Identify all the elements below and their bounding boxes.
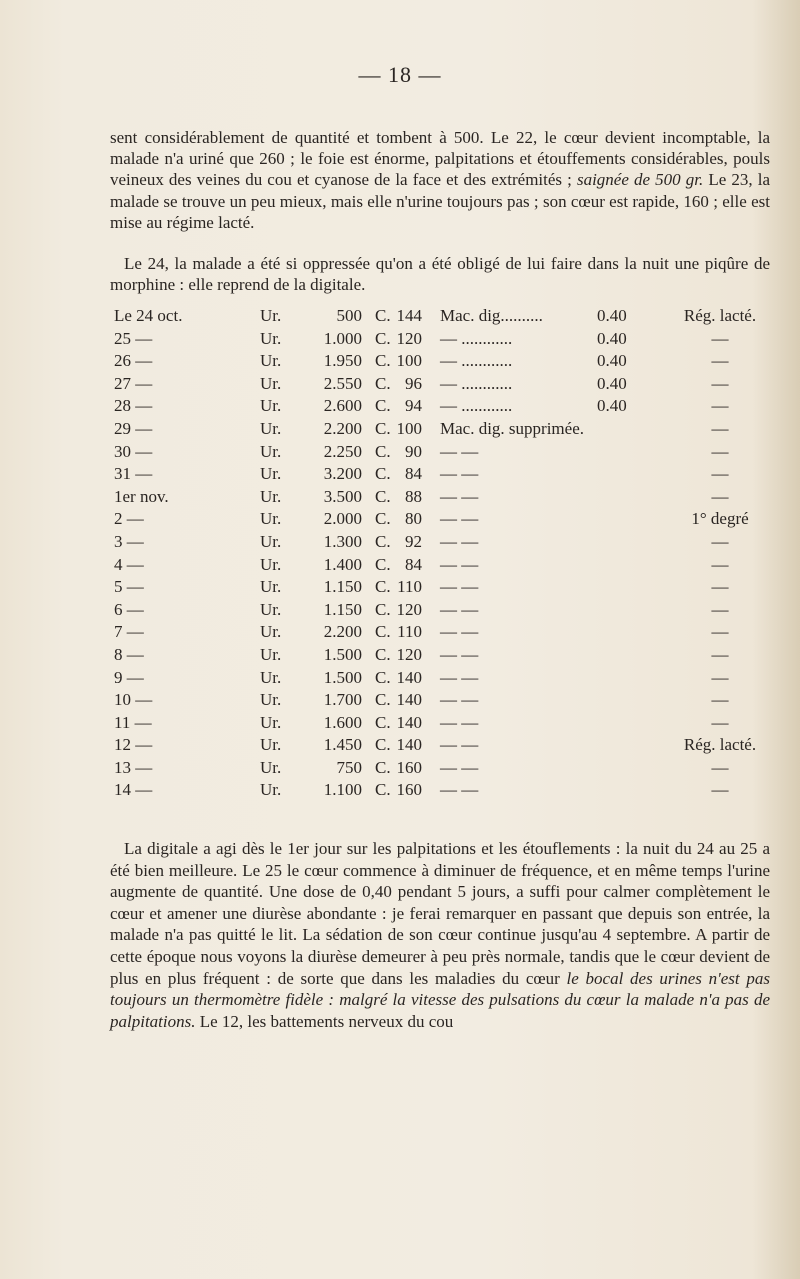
observation-table xyxy=(110,306,770,803)
row-urine-label: Ur. xyxy=(260,486,282,506)
row-dose: 0.40 xyxy=(597,396,627,416)
row-cardiac-rate: 110 xyxy=(397,577,422,597)
table-row xyxy=(110,622,770,645)
row-dose: 0.40 xyxy=(597,373,627,393)
table-row xyxy=(110,487,770,510)
table-row xyxy=(110,600,770,623)
table-row xyxy=(110,509,770,532)
paragraph-text: sent considérablement de quantité et tombent à 500. Le 22, le cœur devient incomptable, la malade n'a uriné que 260 ; le foie est énorme, palpitations et étouffements considérables, pouls veineux des veines du cou et cyanose de la face et des extrémités ; xyxy=(110,128,770,190)
row-urine-volume: 2.550 xyxy=(323,373,362,393)
row-cardiac-rate: 84 xyxy=(405,554,422,574)
row-cardiac-label: C. xyxy=(375,554,391,574)
row-maceration: — — xyxy=(440,667,479,687)
row-regime: — xyxy=(711,441,729,461)
row-date: 4 — xyxy=(114,554,144,574)
row-cardiac-label: C. xyxy=(375,531,391,551)
row-urine-volume: 1.500 xyxy=(323,667,362,687)
row-date: 10 — xyxy=(114,690,153,710)
row-regime: — xyxy=(711,486,729,506)
row-urine-volume: 2.000 xyxy=(323,509,362,529)
row-regime: — xyxy=(711,757,729,777)
row-cardiac-rate: 140 xyxy=(396,735,422,755)
paragraph-intro xyxy=(110,127,770,233)
table-row xyxy=(110,374,770,397)
table-row xyxy=(110,780,770,803)
row-date: 1er nov. xyxy=(114,486,169,506)
table-row xyxy=(110,735,770,758)
row-maceration: — ............ xyxy=(440,351,513,371)
row-regime: — xyxy=(711,351,729,371)
row-cardiac-label: C. xyxy=(375,667,391,687)
row-regime: — xyxy=(711,577,729,597)
row-urine-volume: 1.100 xyxy=(323,780,362,800)
row-regime: 1° degré xyxy=(691,509,749,529)
row-cardiac-label: C. xyxy=(375,418,391,438)
row-urine-label: Ur. xyxy=(260,306,282,325)
row-regime: — xyxy=(711,599,729,619)
row-maceration: — — xyxy=(440,735,479,755)
row-urine-volume: 2.200 xyxy=(323,622,362,642)
row-urine-label: Ur. xyxy=(260,690,282,710)
row-urine-volume: 1.700 xyxy=(323,690,362,710)
row-cardiac-rate: 84 xyxy=(405,464,422,484)
row-urine-label: Ur. xyxy=(260,599,282,619)
row-urine-label: Ur. xyxy=(260,644,282,664)
row-urine-volume: 2.250 xyxy=(323,441,362,461)
paragraph-text: Le 23, la malade se trouve un peu mieux, mais elle n'urine toujours pas ; son cœur est rapide, 160 ; elle est mise au régime lacté. xyxy=(110,170,770,232)
row-maceration: — — xyxy=(440,780,479,800)
row-maceration: — ............ xyxy=(440,328,513,348)
table-row xyxy=(110,329,770,352)
row-cardiac-rate: 120 xyxy=(396,328,422,348)
row-cardiac-label: C. xyxy=(375,464,391,484)
row-date: 27 — xyxy=(114,373,153,393)
row-urine-label: Ur. xyxy=(260,577,282,597)
paragraph-conclusion xyxy=(110,838,770,1032)
table-row xyxy=(110,758,770,781)
row-date: 31 — xyxy=(114,464,153,484)
row-urine-volume: 1.150 xyxy=(323,599,362,619)
row-cardiac-label: C. xyxy=(375,351,391,371)
row-cardiac-rate: 100 xyxy=(396,418,422,438)
row-cardiac-label: C. xyxy=(375,396,391,416)
row-date: 9 — xyxy=(114,667,144,687)
row-cardiac-rate: 94 xyxy=(405,396,422,416)
row-regime: — xyxy=(711,396,729,416)
table-row xyxy=(110,396,770,419)
row-maceration: — — xyxy=(440,486,479,506)
row-cardiac-label: C. xyxy=(375,622,391,642)
row-dose: 0.40 xyxy=(597,328,627,348)
row-date: 8 — xyxy=(114,644,144,664)
row-cardiac-label: C. xyxy=(375,306,391,325)
row-cardiac-label: C. xyxy=(375,577,391,597)
row-urine-label: Ur. xyxy=(260,373,282,393)
table-row xyxy=(110,532,770,555)
row-regime: — xyxy=(711,712,729,732)
row-dose: 0.40 xyxy=(597,351,627,371)
row-cardiac-label: C. xyxy=(375,373,391,393)
row-urine-volume: 1.600 xyxy=(323,712,362,732)
row-cardiac-label: C. xyxy=(375,599,391,619)
row-urine-label: Ur. xyxy=(260,735,282,755)
row-maceration: — ............ xyxy=(440,396,513,416)
row-regime: — xyxy=(711,667,729,687)
table-row xyxy=(110,645,770,668)
row-date: 6 — xyxy=(114,599,144,619)
paragraph-second: Le 24, la malade a été si oppressée qu'on a été obligé de lui faire dans la nuit une piqûre de morphine : elle reprend de la digitale. xyxy=(110,254,770,295)
row-date: 7 — xyxy=(114,622,144,642)
row-cardiac-label: C. xyxy=(375,712,391,732)
row-cardiac-label: C. xyxy=(375,690,391,710)
table-row xyxy=(110,577,770,600)
table-row xyxy=(110,419,770,442)
row-date: 30 — xyxy=(114,441,153,461)
row-maceration: Mac. dig.......... xyxy=(440,306,543,325)
row-date: Le 24 oct. xyxy=(114,306,183,325)
table-row xyxy=(110,351,770,374)
table-row xyxy=(110,690,770,713)
row-urine-label: Ur. xyxy=(260,712,282,732)
row-regime: — xyxy=(711,622,729,642)
row-maceration: — — xyxy=(440,712,479,732)
row-cardiac-rate: 140 xyxy=(396,712,422,732)
row-cardiac-label: C. xyxy=(375,757,391,777)
row-urine-volume: 2.200 xyxy=(323,418,362,438)
row-urine-label: Ur. xyxy=(260,531,282,551)
row-cardiac-rate: 160 xyxy=(396,780,422,800)
row-regime: — xyxy=(711,690,729,710)
row-regime: — xyxy=(711,328,729,348)
row-cardiac-rate: 160 xyxy=(396,757,422,777)
row-regime: — xyxy=(711,644,729,664)
row-regime: — xyxy=(711,554,729,574)
table-row xyxy=(110,668,770,691)
row-maceration: — — xyxy=(440,577,479,597)
row-urine-volume: 3.500 xyxy=(323,486,362,506)
row-urine-label: Ur. xyxy=(260,554,282,574)
paragraph-text: La digitale a agi dès le 1er jour sur les palpitations et les étouflements : la nuit du 24 au 25 a été bien meilleure. Le 25 le cœur commence à diminuer de fréquence, et en même temps l'urine augmente de quantité. Une dose de 0,40 pendant 5 jours, a suffi pour calmer complètement le cœur et amener une diurèse abondante : je ferai remarquer en passant que depuis son entrée, la malade n'a pas quitté le lit. La sédation de son cœur continue jusqu'au 4 septembre. A partir de cette époque nous voyons la diurèse demeurer à peu près normale, tandis que le cœur devient de plus en plus fréquent : de sorte que dans les maladies du cœur xyxy=(110,839,770,988)
italic-text: saignée de 500 gr. xyxy=(576,170,704,190)
row-date: 28 — xyxy=(114,396,153,416)
row-cardiac-rate: 140 xyxy=(396,667,422,687)
italic-text: le bocal des urines n'est pas toujours un thermomètre fidèle : malgré la vitesse des pulsations du cœur la malade n'a pas de palpitations. xyxy=(110,968,770,1031)
table-row xyxy=(110,464,770,487)
row-urine-volume: 3.200 xyxy=(323,464,362,484)
row-urine-volume: 500 xyxy=(336,306,362,325)
row-maceration: — — xyxy=(440,599,479,619)
row-cardiac-label: C. xyxy=(375,644,391,664)
row-cardiac-rate: 96 xyxy=(405,373,422,393)
row-urine-volume: 2.600 xyxy=(323,396,362,416)
row-urine-volume: 750 xyxy=(336,757,362,777)
row-maceration: — — xyxy=(440,757,479,777)
row-maceration: — — xyxy=(440,441,479,461)
row-urine-label: Ur. xyxy=(260,441,282,461)
row-cardiac-rate: 100 xyxy=(396,351,422,371)
row-maceration: — — xyxy=(440,554,479,574)
row-cardiac-rate: 110 xyxy=(397,622,422,642)
row-regime: Rég. lacté. xyxy=(683,735,757,755)
row-cardiac-rate: 144 xyxy=(396,306,422,325)
row-regime: — xyxy=(711,780,729,800)
row-date: 3 — xyxy=(114,531,144,551)
row-maceration: — — xyxy=(440,690,479,710)
row-urine-volume: 1.450 xyxy=(323,735,362,755)
row-urine-label: Ur. xyxy=(260,780,282,800)
row-urine-volume: 1.150 xyxy=(323,577,362,597)
row-maceration: — ............ xyxy=(440,373,513,393)
table-row xyxy=(110,555,770,578)
row-date: 13 — xyxy=(114,757,153,777)
row-date: 12 — xyxy=(114,735,153,755)
row-regime: — xyxy=(711,373,729,393)
row-cardiac-label: C. xyxy=(375,486,391,506)
row-cardiac-label: C. xyxy=(375,441,391,461)
row-cardiac-label: C. xyxy=(375,735,391,755)
row-cardiac-rate: 90 xyxy=(405,441,422,461)
row-urine-volume: 1.000 xyxy=(323,328,362,348)
row-cardiac-label: C. xyxy=(375,328,391,348)
row-urine-volume: 1.950 xyxy=(323,351,362,371)
row-urine-label: Ur. xyxy=(260,509,282,529)
row-maceration: — — xyxy=(440,622,479,642)
row-cardiac-rate: 120 xyxy=(396,644,422,664)
row-date: 14 — xyxy=(114,780,153,800)
row-urine-label: Ur. xyxy=(260,328,282,348)
row-urine-label: Ur. xyxy=(260,667,282,687)
row-regime: — xyxy=(711,531,729,551)
row-regime: Rég. lacté. xyxy=(683,306,757,325)
row-urine-volume: 1.300 xyxy=(323,531,362,551)
row-urine-volume: 1.400 xyxy=(323,554,362,574)
page-number: — 18 — xyxy=(358,62,442,87)
row-urine-label: Ur. xyxy=(260,418,282,438)
row-maceration: — — xyxy=(440,464,479,484)
table-row xyxy=(110,442,770,465)
paragraph-text: Le 12, les battements nerveux du cou xyxy=(195,1011,454,1031)
table-row xyxy=(110,713,770,736)
row-date: 2 — xyxy=(114,509,144,529)
row-date: 5 — xyxy=(114,577,144,597)
row-cardiac-rate: 80 xyxy=(405,509,422,529)
row-cardiac-label: C. xyxy=(375,509,391,529)
table-row xyxy=(110,306,770,329)
row-date: 26 — xyxy=(114,351,153,371)
row-maceration: — — xyxy=(440,531,479,551)
row-urine-label: Ur. xyxy=(260,396,282,416)
row-dose: 0.40 xyxy=(597,306,627,325)
row-cardiac-rate: 92 xyxy=(405,531,422,551)
row-date: 25 — xyxy=(114,328,153,348)
row-cardiac-rate: 88 xyxy=(405,486,422,506)
row-maceration: — — xyxy=(440,644,479,664)
row-cardiac-rate: 120 xyxy=(396,599,422,619)
row-date: 11 — xyxy=(114,712,152,732)
row-cardiac-label: C. xyxy=(375,780,391,800)
row-regime: — xyxy=(711,464,729,484)
row-urine-label: Ur. xyxy=(260,351,282,371)
row-urine-label: Ur. xyxy=(260,622,282,642)
row-maceration: — — xyxy=(440,509,479,529)
row-maceration: Mac. dig. supprimée. xyxy=(440,418,584,438)
row-date: 29 — xyxy=(114,418,153,438)
row-urine-label: Ur. xyxy=(260,757,282,777)
row-urine-volume: 1.500 xyxy=(323,644,362,664)
row-regime: — xyxy=(711,418,729,438)
row-cardiac-rate: 140 xyxy=(396,690,422,710)
row-urine-label: Ur. xyxy=(260,464,282,484)
